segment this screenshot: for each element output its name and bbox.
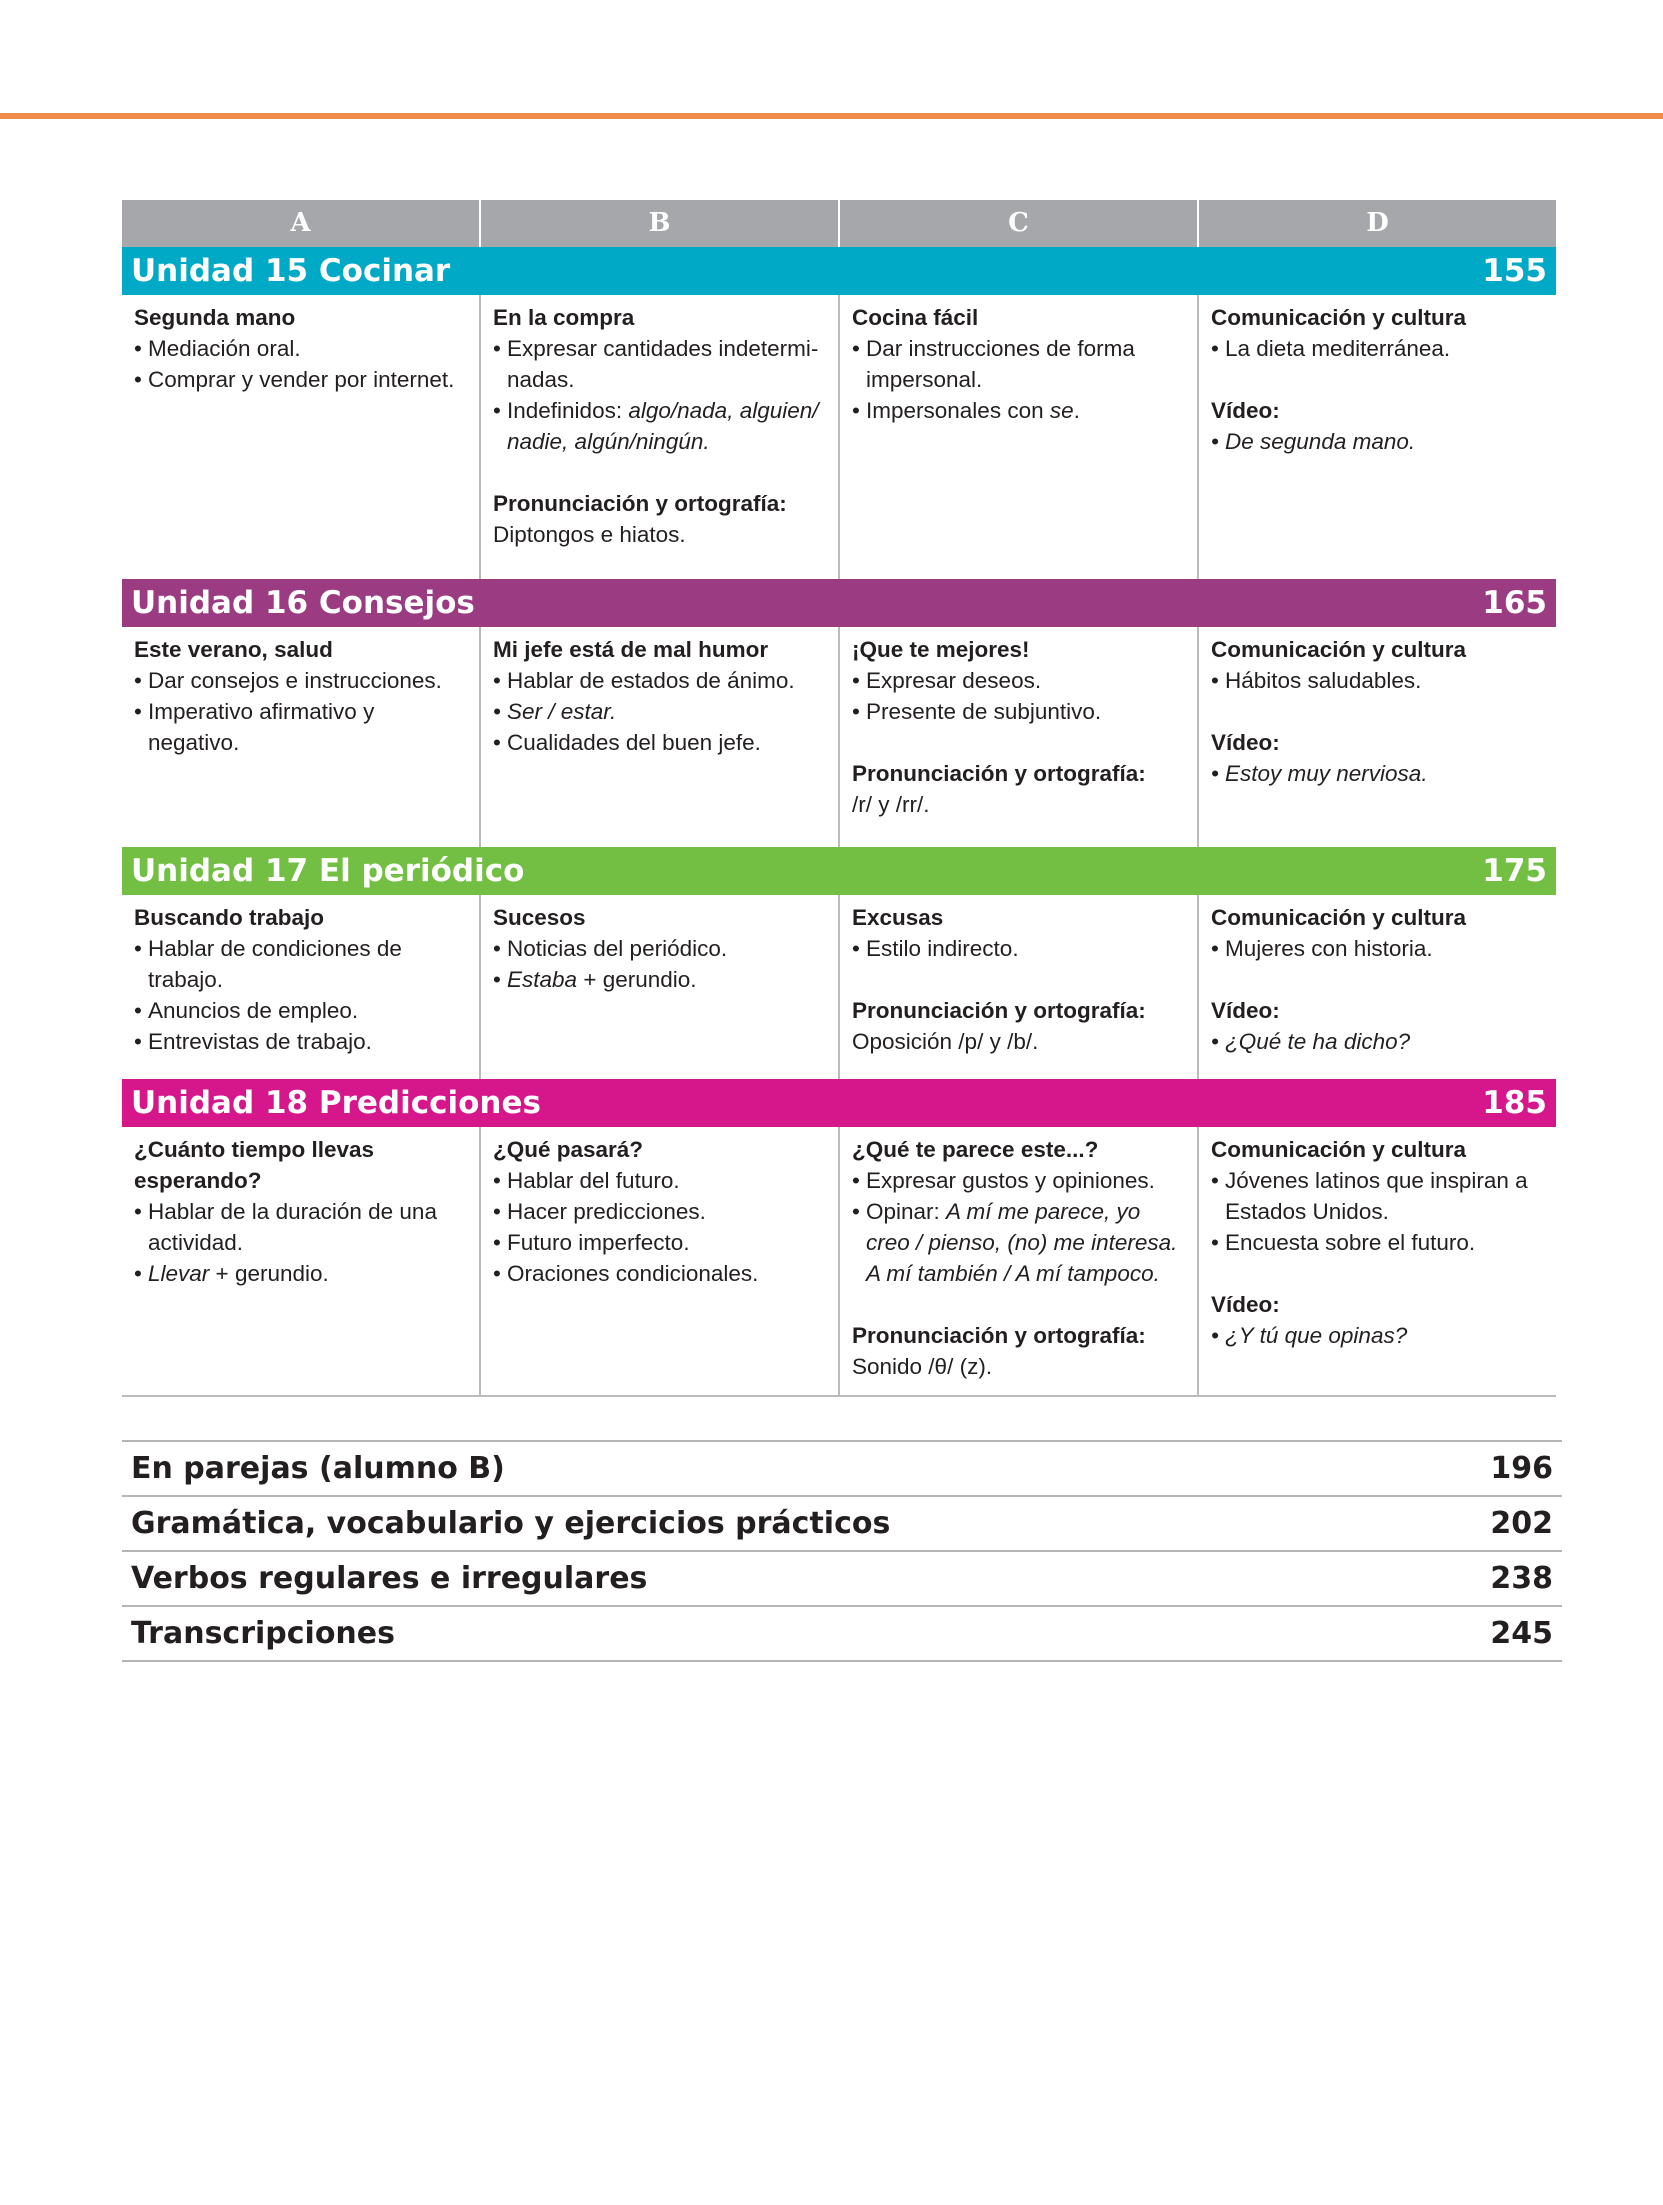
list-item: • Encuesta sobre el futuro.	[1211, 1227, 1544, 1258]
cell-a	[122, 895, 481, 1079]
unit-title: Unidad 17 El periódico	[131, 853, 525, 889]
video-heading: Vídeo:	[1211, 1292, 1280, 1317]
table-of-contents	[122, 200, 1556, 1397]
item-text: Impersonales con	[866, 398, 1050, 423]
lesson-title: ¿Qué te parece este...?	[852, 1137, 1099, 1162]
cell-b	[481, 627, 840, 847]
list-item: • Anuncios de empleo.	[134, 995, 467, 1026]
list-item	[852, 1196, 1185, 1289]
lesson-title: ¿Cuánto tiempo llevas esperando?	[134, 1137, 375, 1193]
lesson-title: Cocina fácil	[852, 305, 979, 330]
top-accent-rule	[0, 113, 1663, 119]
cell-d	[1199, 1127, 1556, 1395]
list-item: • Hablar del futuro.	[493, 1165, 826, 1196]
pronunciation-heading: Pronunciación y ortografía:	[852, 761, 1146, 786]
lesson-title: Mi jefe está de mal humor	[493, 637, 769, 662]
video-title: • ¿Y tú que opinas?	[1211, 1320, 1544, 1351]
list-item: • Noticias del periódico.	[493, 933, 826, 964]
item-italic: A mí me parece, yo creo / pienso, (no) me interesa. A mí también / A mí tampoco.	[866, 1199, 1178, 1286]
video-title: • ¿Qué te ha dicho?	[1211, 1026, 1544, 1057]
list-item: • Hablar de condiciones de trabajo.	[134, 933, 467, 995]
unit-15-bar[interactable]	[122, 247, 1556, 295]
cell-a	[122, 1127, 481, 1395]
cell-c	[840, 627, 1199, 847]
appendix-row[interactable]	[122, 1552, 1562, 1607]
appendix-title: Transcripciones	[131, 1616, 395, 1651]
lesson-title: Buscando trabajo	[134, 905, 325, 930]
list-item: • Jóvenes latinos que inspiran a Estados Unidos.	[1211, 1165, 1544, 1227]
unit-title: Unidad 16 Consejos	[131, 585, 475, 621]
item-italic: algo/nada, alguien/ nadie, algún/ningún.	[507, 398, 819, 454]
appendix-list	[122, 1440, 1562, 1662]
column-header-c: C	[840, 200, 1199, 247]
cell-b	[481, 895, 840, 1079]
list-item: • Mediación oral.	[134, 333, 467, 364]
unit-16-row	[122, 627, 1556, 847]
pronunciation-text: Diptongos e hiatos.	[493, 522, 686, 547]
cell-c	[840, 295, 1199, 579]
cell-a	[122, 295, 481, 579]
video-title: • Estoy muy nerviosa.	[1211, 758, 1544, 789]
list-item: • Expresar cantidades indetermi-nadas.	[493, 333, 826, 395]
lesson-title: ¿Qué pasará?	[493, 1137, 644, 1162]
list-item: • Comprar y vender por internet.	[134, 364, 467, 395]
item-text: + gerundio.	[209, 1261, 329, 1286]
unit-page: 155	[1482, 253, 1547, 289]
list-item: • Hacer predicciones.	[493, 1196, 826, 1227]
list-item: • Entrevistas de trabajo.	[134, 1026, 467, 1057]
list-item: • Presente de subjuntivo.	[852, 696, 1185, 727]
appendix-page: 238	[1490, 1561, 1553, 1596]
list-item: • Ser / estar.	[493, 696, 826, 727]
list-item: • Hablar de la duración de una actividad.	[134, 1196, 467, 1258]
lesson-title: En la compra	[493, 305, 635, 330]
pronunciation-text: Sonido /θ/ (z).	[852, 1354, 993, 1379]
pronunciation-text: Oposición /p/ y /b/.	[852, 1029, 1039, 1054]
appendix-title: Gramática, vocabulario y ejercicios prácticos	[131, 1506, 891, 1541]
item-text: Indefinidos:	[507, 398, 629, 423]
column-header-b: B	[481, 200, 840, 247]
unit-17-row	[122, 895, 1556, 1079]
unit-15-row	[122, 295, 1556, 579]
lesson-title: ¡Que te mejores!	[852, 637, 1030, 662]
cell-d	[1199, 295, 1556, 579]
appendix-page: 196	[1490, 1451, 1553, 1486]
pronunciation-heading: Pronunciación y ortografía:	[852, 1323, 1146, 1348]
list-item	[493, 395, 826, 457]
item-text: Opinar:	[866, 1199, 947, 1224]
appendix-row[interactable]	[122, 1497, 1562, 1552]
unit-title: Unidad 15 Cocinar	[131, 253, 451, 289]
lesson-title: Comunicación y cultura	[1211, 305, 1467, 330]
video-heading: Vídeo:	[1211, 998, 1280, 1023]
list-item: • Dar consejos e instrucciones.	[134, 665, 467, 696]
appendix-title: Verbos regulares e irregulares	[131, 1561, 648, 1596]
lesson-title: Sucesos	[493, 905, 586, 930]
cell-d	[1199, 627, 1556, 847]
lesson-title: Excusas	[852, 905, 944, 930]
list-item	[493, 964, 826, 995]
item-italic: se	[1049, 398, 1074, 423]
pronunciation-heading: Pronunciación y ortografía:	[852, 998, 1146, 1023]
cell-b	[481, 1127, 840, 1395]
item-italic: Llevar	[148, 1261, 210, 1286]
table-bottom-rule	[122, 1395, 1556, 1397]
list-item: • La dieta mediterránea.	[1211, 333, 1544, 364]
column-header-d: D	[1366, 208, 1389, 238]
unit-18-bar[interactable]	[122, 1079, 1556, 1127]
list-item: • Estilo indirecto.	[852, 933, 1185, 964]
list-item: • Impersonales con se.	[852, 395, 1185, 426]
list-item: • Oraciones condicionales.	[493, 1258, 826, 1289]
list-item: • Hablar de estados de ánimo.	[493, 665, 826, 696]
appendix-title: En parejas (alumno B)	[131, 1451, 505, 1486]
lesson-title: Segunda mano	[134, 305, 296, 330]
list-item: • Expresar gustos y opiniones.	[852, 1165, 1185, 1196]
unit-page: 185	[1482, 1085, 1547, 1121]
appendix-row[interactable]	[122, 1607, 1562, 1662]
video-heading: Vídeo:	[1211, 730, 1280, 755]
pronunciation-text: /r/ y /rr/.	[852, 792, 930, 817]
lesson-title: Este verano, salud	[134, 637, 333, 662]
item-italic: Estaba	[507, 967, 578, 992]
cell-b	[481, 295, 840, 579]
column-header-row	[122, 200, 1556, 247]
unit-page: 165	[1482, 585, 1547, 621]
lesson-title: Comunicación y cultura	[1211, 637, 1467, 662]
cell-a	[122, 627, 481, 847]
list-item: • Futuro imperfecto.	[493, 1227, 826, 1258]
cell-c	[840, 1127, 1199, 1395]
list-item: • Imperativo afirmativo y negativo.	[134, 696, 467, 758]
cell-d	[1199, 895, 1556, 1079]
list-item: • Mujeres con historia.	[1211, 933, 1544, 964]
item-text: + gerundio.	[577, 967, 697, 992]
appendix-page: 245	[1490, 1616, 1553, 1651]
video-heading: Vídeo:	[1211, 398, 1280, 423]
list-item: • Expresar deseos.	[852, 665, 1185, 696]
unit-16-bar[interactable]	[122, 579, 1556, 627]
unit-18-row	[122, 1127, 1556, 1395]
lesson-title: Comunicación y cultura	[1211, 1137, 1467, 1162]
list-item: • Hábitos saludables.	[1211, 665, 1544, 696]
unit-17-bar[interactable]	[122, 847, 1556, 895]
list-item: • Cualidades del buen jefe.	[493, 727, 826, 758]
lesson-title: Comunicación y cultura	[1211, 905, 1467, 930]
cell-c	[840, 895, 1199, 1079]
list-item	[134, 1258, 467, 1289]
video-title: • De segunda mano.	[1211, 426, 1544, 457]
appendix-page: 202	[1490, 1506, 1553, 1541]
appendix-row[interactable]	[122, 1442, 1562, 1497]
column-header-a: A	[122, 200, 481, 247]
unit-page: 175	[1482, 853, 1547, 889]
list-item: • Dar instrucciones de forma impersonal.	[852, 333, 1185, 395]
unit-title: Unidad 18 Predicciones	[131, 1085, 541, 1121]
pronunciation-heading: Pronunciación y ortografía:	[493, 491, 787, 516]
